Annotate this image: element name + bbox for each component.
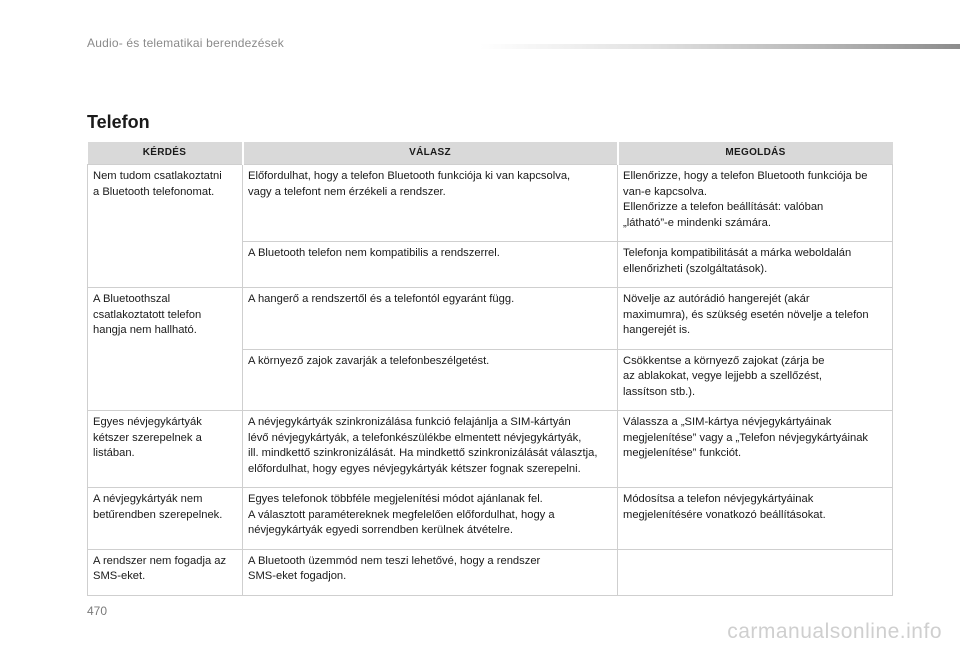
answer-line: Előfordulhat, hogy a telefon Bluetooth funkciója ki van kapcsolva, [248,170,571,182]
solution-cell [618,349,893,411]
answer-cell [243,242,618,288]
question-cell [88,411,243,488]
answer-line: lévő névjegykártyák, a telefonkészülékbe elmentett névjegykártyák, [248,431,582,444]
answer-line: SMS-eket fogadjon. [248,570,347,582]
question-cell [88,488,243,550]
solution-cell [618,411,893,488]
answer-line: névjegykártyák egyedi sorrendben kerülnek átvételre. [248,524,513,536]
answer-line: A hangerő a rendszertől és a telefontól egyaránt függ. [248,293,515,305]
question-line: kétszer szerepelnek a [93,431,202,444]
solution-line: megjelenítése” vagy a „Telefon névjegykártyáinak [623,431,869,444]
question-line: Nem tudom csatlakoztatni [93,170,222,182]
column-header-question: KÉRDÉS [88,142,243,165]
table-row [88,165,893,242]
column-header-answer: VÁLASZ [243,142,618,165]
question-line: A rendszer nem fogadja az [93,554,227,567]
answer-cell [243,349,618,411]
solution-line: az ablakokat, vegye lejjebb a szellőzést, [623,370,823,382]
question-line: csatlakoztatott telefon [93,308,202,321]
question-cell [88,165,243,288]
solution-line: „látható”-e mindenki számára. [623,216,771,229]
answer-line: előfordulhat, hogy egyes névjegykártyák kétszer fognak szerepelni. [248,462,581,475]
question-line: Egyes névjegykártyák [93,416,202,428]
solution-cell [618,488,893,550]
answer-cell [243,165,618,242]
solution-line: Módosítsa a telefon névjegykártyáinak [623,493,814,505]
watermark: carmanualsonline.info [727,620,942,643]
solution-line: lassítson stb.). [623,385,696,398]
question-line: A névjegykártyák nem [93,493,203,505]
table-row [88,488,893,550]
solution-line: Telefonja kompatibilitását a márka weboldalán [623,247,852,259]
header-decorative-bar [480,44,960,49]
solution-line: megjelenítése” funkciót. [623,447,742,459]
question-line: SMS-eket. [93,570,146,582]
question-cell [88,288,243,411]
answer-cell [243,488,618,550]
question-line: hangja nem hallható. [93,324,197,336]
answer-line: A Bluetooth üzemmód nem teszi lehetővé, hogy a rendszer [248,554,541,567]
answer-line: ill. mindkettő szinkronizálását. Ha mindkettő szinkronizálását választja, [248,447,598,459]
solution-line: Ellenőrizze a telefon beállítását: valóban [623,201,824,213]
table-row [88,288,893,350]
solution-cell [618,288,893,350]
question-line: a Bluetooth telefonomat. [93,185,215,198]
table-row [88,549,893,595]
solution-line: Válassza a „SIM-kártya névjegykártyáinak [623,416,832,428]
page-number: 470 [87,604,108,618]
solution-cell [618,242,893,288]
answer-cell [243,288,618,350]
question-cell [88,549,243,595]
solution-line: hangerejét is. [623,324,691,336]
answer-line: A választott paramétereknek megfelelően előfordulhat, hogy a [248,508,555,521]
solution-cell [618,165,893,242]
question-line: A Bluetoothszal [93,293,171,305]
answer-cell [243,549,618,595]
solution-line: Csökkentse a környező zajokat (zárja be [623,354,825,367]
answer-cell [243,411,618,488]
column-header-solution: MEGOLDÁS [618,142,893,165]
solution-line: maximumra), és szükség esetén növelje a telefon [623,308,869,321]
solution-line: megjelenítésére vonatkozó beállításokat. [623,508,826,521]
solution-cell [618,549,893,595]
answer-line: vagy a telefont nem érzékeli a rendszer. [248,185,446,198]
solution-line: Ellenőrizze, hogy a telefon Bluetooth funkciója be [623,170,868,182]
answer-line: A névjegykártyák szinkronizálása funkció felajánlja a SIM-kártyán [248,416,571,428]
header-title: Audio- és telematikai berendezések [87,36,284,50]
solution-line: ellenőrizheti (szolgáltatások). [623,262,768,275]
question-line: betűrendben szerepelnek. [93,508,223,521]
table-row [88,411,893,488]
solution-line: van-e kapcsolva. [623,185,707,198]
solution-line: Növelje az autórádió hangerejét (akár [623,293,810,305]
answer-line: A környező zajok zavarják a telefonbeszélgetést. [248,354,490,367]
answer-line: A Bluetooth telefon nem kompatibilis a rendszerrel. [248,247,500,259]
table-header-row [88,142,893,165]
question-line: listában. [93,447,135,459]
section-title: Telefon [87,112,150,132]
answer-line: Egyes telefonok többféle megjelenítési módot ajánlanak fel. [248,493,543,505]
troubleshooting-table [87,142,893,596]
